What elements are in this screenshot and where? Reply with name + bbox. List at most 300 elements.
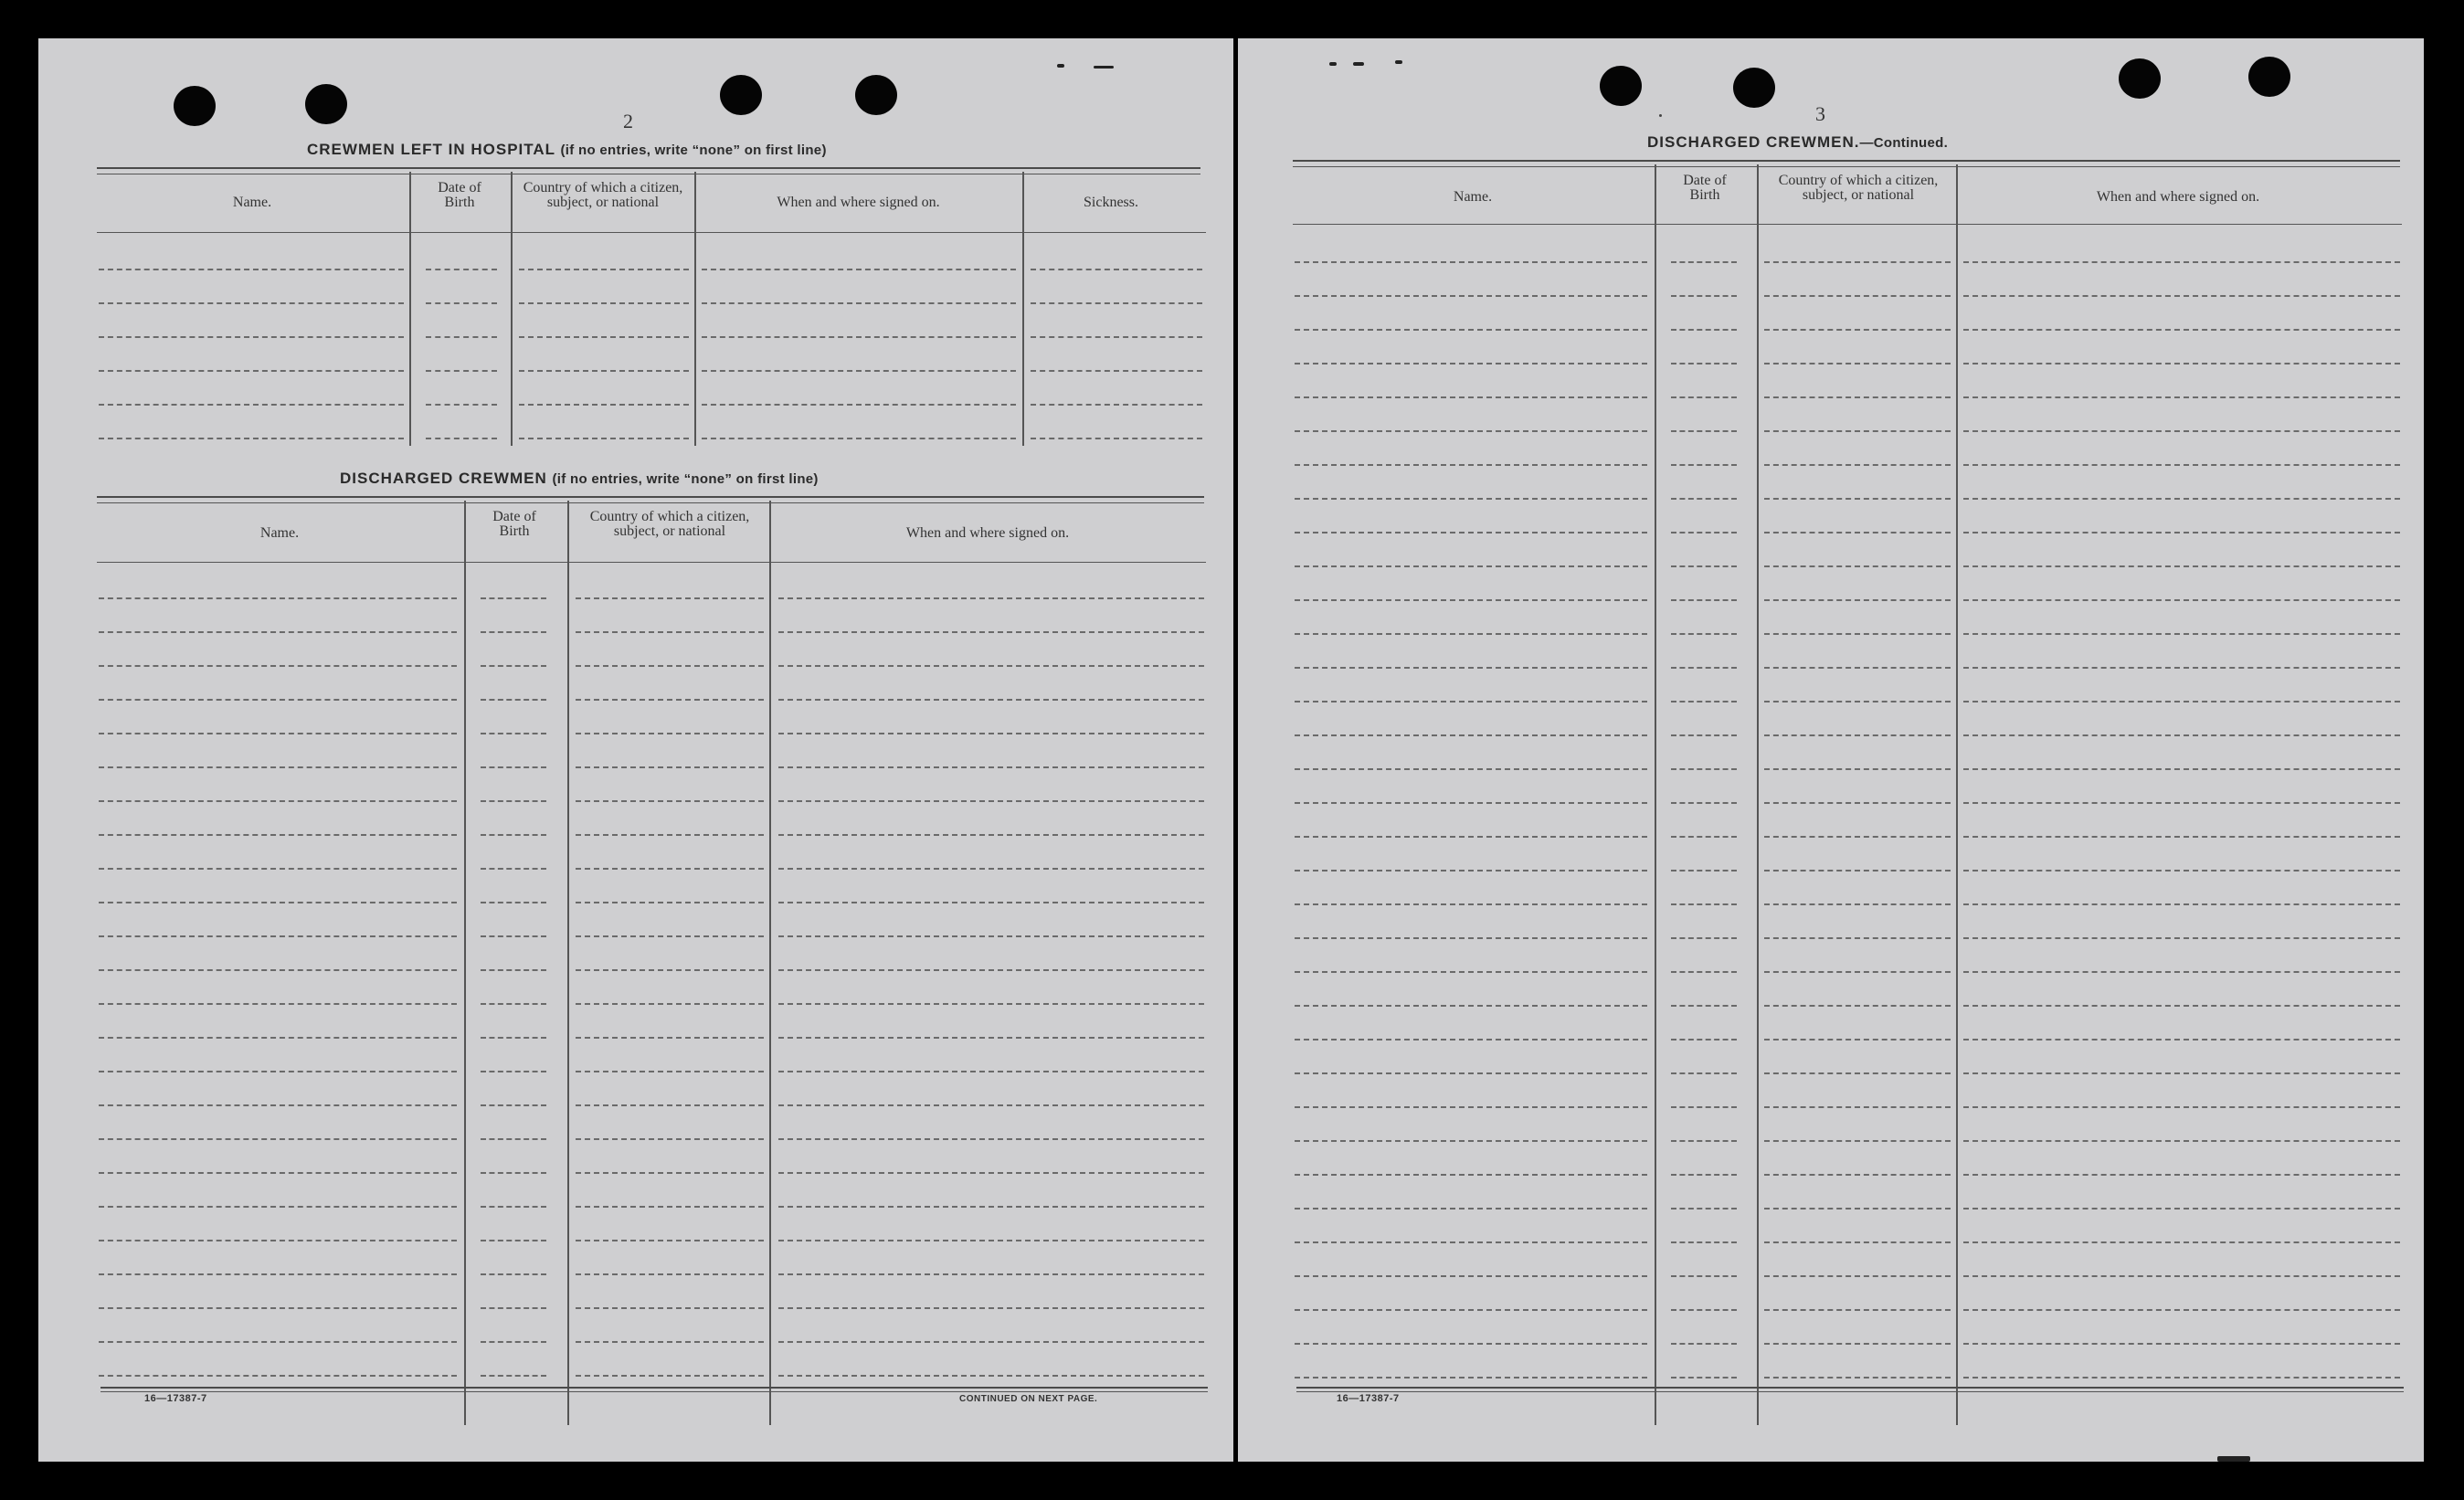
punch-hole [720, 75, 762, 115]
ruled-line [1295, 1208, 1647, 1210]
scan-mark [2217, 1456, 2250, 1462]
ruled-line [1295, 261, 1647, 263]
ruled-line [1963, 870, 2400, 871]
ruled-line [99, 1138, 457, 1140]
ruled-line [1671, 1343, 1737, 1345]
ruled-line [1963, 532, 2400, 533]
ruled-line [1764, 1275, 1951, 1277]
ruled-line [481, 1071, 546, 1072]
ruled-line [1671, 1275, 1737, 1277]
ruled-line [1295, 667, 1647, 669]
column-divider [1956, 164, 1958, 1425]
ruled-line [481, 969, 546, 971]
ruled-line [1671, 870, 1737, 871]
ruled-line [1764, 633, 1951, 635]
ruled-line [1295, 430, 1647, 432]
ruled-line [1671, 1005, 1737, 1007]
ruled-line [99, 404, 404, 406]
ruled-line [576, 1003, 764, 1005]
scan-mark [1057, 64, 1064, 68]
ruled-line [481, 935, 546, 937]
ruled-line [99, 1375, 457, 1377]
ruled-line [99, 733, 457, 734]
ruled-line [1764, 464, 1951, 466]
ruled-line [1963, 1039, 2400, 1040]
ruled-line [1963, 498, 2400, 500]
ruled-line [1671, 802, 1737, 804]
discharged-section-title: DISCHARGED CREWMEN (if no entries, write “none” on first line) [340, 470, 819, 487]
ruled-line [778, 597, 1204, 599]
ruled-line [1764, 1140, 1951, 1142]
ruled-line [1764, 836, 1951, 838]
ruled-line [1963, 667, 2400, 669]
ruled-line [519, 370, 689, 372]
column-divider [511, 172, 513, 446]
ruled-line [778, 665, 1204, 667]
punch-hole [1600, 66, 1642, 106]
ruled-line [1031, 302, 1202, 304]
ruled-line [1764, 261, 1951, 263]
ruled-line [1671, 1241, 1737, 1243]
ruled-line [1671, 498, 1737, 500]
ruled-line [1764, 1072, 1951, 1074]
ruled-line [1295, 1072, 1647, 1074]
ruled-line [1764, 768, 1951, 770]
ruled-line [576, 1273, 764, 1275]
table-top-rule [1293, 166, 2400, 167]
ruled-line [1963, 565, 2400, 567]
ruled-line [1295, 734, 1647, 736]
ruled-line [1764, 532, 1951, 533]
form-number: 16—17387-7 [1337, 1393, 1400, 1404]
ruled-line [1295, 937, 1647, 939]
ruled-line [1764, 599, 1951, 601]
ruled-line [1963, 261, 2400, 263]
col-header-name: Name. [232, 195, 272, 210]
ruled-line [778, 733, 1204, 734]
ruled-line [702, 370, 1016, 372]
ruled-line [99, 1104, 457, 1106]
punch-hole [174, 86, 216, 126]
ruled-line [778, 699, 1204, 701]
ruled-line [1764, 1039, 1951, 1040]
ruled-line [576, 834, 764, 836]
punch-hole [2248, 57, 2290, 97]
ruled-line [426, 336, 497, 338]
ruled-line [1295, 363, 1647, 364]
ruled-line [576, 733, 764, 734]
ruled-line [99, 370, 404, 372]
ruled-line [1764, 971, 1951, 973]
ruled-line [1295, 1174, 1647, 1176]
ruled-line [1963, 396, 2400, 398]
ruled-line [426, 302, 497, 304]
ruled-line [1295, 1039, 1647, 1040]
ruled-line [1671, 464, 1737, 466]
page-number: 3 [1815, 102, 1825, 125]
ruled-line [99, 834, 457, 836]
ruled-line [1764, 701, 1951, 702]
ruled-line [1671, 701, 1737, 702]
hospital-section-title: CREWMEN LEFT IN HOSPITAL (if no entries, write “none” on first line) [307, 141, 827, 158]
ruled-line [99, 902, 457, 903]
ruled-line [1671, 329, 1737, 331]
ruled-line [778, 1138, 1204, 1140]
ruled-line [1764, 430, 1951, 432]
ruled-line [1295, 1106, 1647, 1108]
ruled-line [99, 1172, 457, 1174]
ruled-line [1764, 295, 1951, 297]
ruled-line [778, 868, 1204, 870]
ruled-line [1764, 363, 1951, 364]
ruled-line [1295, 701, 1647, 702]
ruled-line [1764, 396, 1951, 398]
ruled-line [1295, 1275, 1647, 1277]
ruled-line [1295, 903, 1647, 905]
ruled-line [1295, 1005, 1647, 1007]
ruled-line [1671, 768, 1737, 770]
ruled-line [778, 1003, 1204, 1005]
ruled-line [576, 935, 764, 937]
ruled-line [99, 935, 457, 937]
ruled-line [1671, 1106, 1737, 1108]
ruled-line [481, 766, 546, 768]
ruled-line [1295, 1343, 1647, 1345]
scan-mark [1395, 60, 1402, 64]
ruled-line [1963, 1275, 2400, 1277]
ruled-line [576, 1206, 764, 1208]
ruled-line [481, 1172, 546, 1174]
table-top-rule [97, 496, 1204, 498]
ruled-line [1963, 1343, 2400, 1345]
ruled-line [1963, 1106, 2400, 1108]
column-divider [769, 501, 771, 1425]
column-divider [409, 172, 411, 446]
ruled-line [1295, 532, 1647, 533]
ruled-line [1295, 396, 1647, 398]
ruled-line [1963, 971, 2400, 973]
header-bottom-rule [1293, 224, 2402, 225]
scan-mark [1353, 62, 1364, 66]
ruled-line [1671, 1039, 1737, 1040]
column-divider [567, 501, 569, 1425]
ruled-line [481, 1341, 546, 1343]
ruled-line [1963, 464, 2400, 466]
punch-hole [855, 75, 897, 115]
ruled-line [1963, 1377, 2400, 1379]
ruled-line [778, 1240, 1204, 1241]
ruled-line [481, 1240, 546, 1241]
ruled-line [99, 1307, 457, 1309]
ruled-line [1764, 1174, 1951, 1176]
ruled-line [99, 1071, 457, 1072]
ruled-line [702, 438, 1016, 439]
ruled-line [481, 1375, 546, 1377]
ruled-line [519, 302, 689, 304]
ruled-line [99, 1273, 457, 1275]
ruled-line [576, 1375, 764, 1377]
ruled-line [576, 665, 764, 667]
ruled-line [1671, 532, 1737, 533]
ruled-line [99, 1003, 457, 1005]
column-divider [464, 501, 466, 1425]
ruled-line [1295, 329, 1647, 331]
ruled-line [576, 1240, 764, 1241]
ruled-line [1764, 870, 1951, 871]
table-top-rule [97, 167, 1200, 169]
column-divider [1655, 164, 1656, 1425]
discharged-continued-title: DISCHARGED CREWMEN.—Continued. [1647, 133, 1949, 151]
ruled-line [99, 699, 457, 701]
ruled-line [1764, 498, 1951, 500]
ruled-line [702, 404, 1016, 406]
scan-mark [1094, 66, 1114, 69]
ruled-line [1963, 1208, 2400, 1210]
ruled-line [702, 302, 1016, 304]
ruled-line [778, 969, 1204, 971]
ruled-line [576, 969, 764, 971]
ruled-line [1963, 1241, 2400, 1243]
ruled-line [481, 733, 546, 734]
ruled-line [1963, 903, 2400, 905]
ruled-line [1671, 667, 1737, 669]
col-header-name: Name. [259, 525, 300, 541]
ruled-line [1031, 370, 1202, 372]
ruled-line [778, 1273, 1204, 1275]
col-header-date-of-birth: Date of Birth [492, 509, 536, 539]
ruled-line [99, 1037, 457, 1039]
ruled-line [1295, 498, 1647, 500]
ruled-line [1963, 1174, 2400, 1176]
ruled-line [519, 438, 689, 439]
ruled-line [481, 1003, 546, 1005]
ruled-line [1963, 599, 2400, 601]
ruled-line [1031, 269, 1202, 270]
ruled-line [1764, 1343, 1951, 1345]
ruled-line [1031, 438, 1202, 439]
ruled-line [1671, 396, 1737, 398]
ruled-line [1671, 734, 1737, 736]
ruled-line [778, 935, 1204, 937]
ruled-line [1764, 1241, 1951, 1243]
col-header-country: Country of which a citizen, subject, or national [589, 509, 750, 539]
column-divider [694, 172, 696, 446]
ruled-line [1031, 336, 1202, 338]
ruled-line [778, 1037, 1204, 1039]
ruled-line [481, 1138, 546, 1140]
ruled-line [1671, 1174, 1737, 1176]
ruled-line [778, 1341, 1204, 1343]
ruled-line [778, 800, 1204, 802]
ruled-line [99, 597, 457, 599]
ruled-line [1671, 633, 1737, 635]
ruled-line [1295, 599, 1647, 601]
ruled-line [1764, 565, 1951, 567]
ruled-line [1963, 1309, 2400, 1311]
ruled-line [1295, 971, 1647, 973]
ruled-line [481, 597, 546, 599]
ruled-line [1671, 363, 1737, 364]
ruled-line [1963, 937, 2400, 939]
ruled-line [99, 1341, 457, 1343]
ruled-line [426, 269, 497, 270]
ruled-line [1963, 329, 2400, 331]
ruled-line [576, 597, 764, 599]
ruled-line [778, 766, 1204, 768]
ruled-line [1671, 295, 1737, 297]
ruled-line [1764, 1309, 1951, 1311]
ruled-line [481, 1307, 546, 1309]
ruled-line [99, 631, 457, 633]
ruled-line [778, 1071, 1204, 1072]
ruled-line [778, 1307, 1204, 1309]
ruled-line [99, 1240, 457, 1241]
left-page [38, 38, 1233, 1462]
continued-note: CONTINUED ON NEXT PAGE. [959, 1394, 1098, 1404]
ruled-line [702, 269, 1016, 270]
ruled-line [426, 438, 497, 439]
col-header-date-of-birth: Date of Birth [1683, 173, 1727, 203]
ruled-line [576, 1104, 764, 1106]
scan-mark [1329, 62, 1337, 66]
col-header-when-where: When and where signed on. [905, 525, 1070, 541]
ruled-line [481, 1206, 546, 1208]
ruled-line [1031, 404, 1202, 406]
ruled-line [778, 1172, 1204, 1174]
ruled-line [481, 1104, 546, 1106]
ruled-line [778, 1104, 1204, 1106]
ruled-line [1295, 1241, 1647, 1243]
ruled-line [1671, 1309, 1737, 1311]
ruled-line [481, 800, 546, 802]
ruled-line [1764, 937, 1951, 939]
ruled-line [778, 1206, 1204, 1208]
ruled-line [1295, 1377, 1647, 1379]
column-divider [1757, 164, 1759, 1425]
ruled-line [481, 665, 546, 667]
ruled-line [1963, 1005, 2400, 1007]
ruled-line [1671, 1140, 1737, 1142]
ruled-line [1963, 734, 2400, 736]
ruled-line [1963, 1140, 2400, 1142]
punch-hole [1733, 68, 1775, 108]
ruled-line [1764, 1208, 1951, 1210]
ruled-line [1764, 329, 1951, 331]
ruled-line [1764, 1005, 1951, 1007]
ruled-line [1963, 701, 2400, 702]
ruled-line [99, 438, 404, 439]
ruled-line [1671, 903, 1737, 905]
ruled-line [702, 336, 1016, 338]
ruled-line [576, 868, 764, 870]
ruled-line [1963, 836, 2400, 838]
table-bottom-rule [1296, 1387, 2404, 1389]
ruled-line [1671, 971, 1737, 973]
ruled-line [1295, 565, 1647, 567]
ruled-line [576, 1307, 764, 1309]
ruled-line [481, 631, 546, 633]
ruled-line [481, 1273, 546, 1275]
ruled-line [1671, 1377, 1737, 1379]
ruled-line [576, 631, 764, 633]
column-divider [1022, 172, 1024, 446]
ruled-line [576, 1071, 764, 1072]
ruled-line [481, 699, 546, 701]
ruled-line [576, 800, 764, 802]
col-header-country: Country of which a citizen, subject, or national [1778, 173, 1939, 203]
col-header-name: Name. [1453, 189, 1493, 205]
ruled-line [481, 834, 546, 836]
table-bottom-rule [100, 1387, 1208, 1389]
ruled-line [426, 370, 497, 372]
table-bottom-rule [100, 1391, 1208, 1392]
ruled-line [1295, 1309, 1647, 1311]
ruled-line [1295, 836, 1647, 838]
ruled-line [1671, 1072, 1737, 1074]
form-number: 16—17387-7 [144, 1393, 207, 1404]
header-bottom-rule [97, 562, 1206, 563]
ruled-line [1295, 464, 1647, 466]
ruled-line [1963, 295, 2400, 297]
ruled-line [1671, 937, 1737, 939]
ruled-line [576, 1341, 764, 1343]
ruled-line [1963, 768, 2400, 770]
ruled-line [1963, 633, 2400, 635]
ruled-line [1963, 802, 2400, 804]
ruled-line [1671, 836, 1737, 838]
ruled-line [576, 766, 764, 768]
right-page [1238, 38, 2424, 1462]
ruled-line [1295, 1140, 1647, 1142]
col-header-when-where: When and where signed on. [777, 195, 940, 210]
ruled-line [1295, 295, 1647, 297]
punch-hole [2119, 58, 2161, 99]
ruled-line [426, 404, 497, 406]
ruled-line [99, 269, 404, 270]
ruled-line [576, 902, 764, 903]
table-top-rule [1293, 160, 2400, 162]
ruled-line [99, 868, 457, 870]
ruled-line [481, 902, 546, 903]
ruled-line [1963, 363, 2400, 364]
ruled-line [1295, 768, 1647, 770]
header-bottom-rule [97, 232, 1206, 233]
ruled-line [99, 1206, 457, 1208]
table-top-rule [97, 502, 1204, 503]
ruled-line [1963, 1072, 2400, 1074]
col-header-sickness: Sickness. [1084, 195, 1138, 210]
ruled-line [1671, 261, 1737, 263]
ruled-line [778, 834, 1204, 836]
ruled-line [1764, 667, 1951, 669]
ruled-line [778, 902, 1204, 903]
ruled-line [99, 800, 457, 802]
col-header-date-of-birth: Date of Birth [438, 180, 481, 210]
ruled-line [576, 699, 764, 701]
ruled-line [1764, 734, 1951, 736]
ruled-line [1764, 1377, 1951, 1379]
ruled-line [1764, 903, 1951, 905]
ruled-line [1295, 802, 1647, 804]
ruled-line [1764, 1106, 1951, 1108]
ruled-line [99, 969, 457, 971]
ruled-line [1671, 599, 1737, 601]
table-bottom-rule [1296, 1391, 2404, 1392]
ruled-line [481, 1037, 546, 1039]
ruled-line [99, 665, 457, 667]
ruled-line [1295, 870, 1647, 871]
ruled-line [1963, 430, 2400, 432]
